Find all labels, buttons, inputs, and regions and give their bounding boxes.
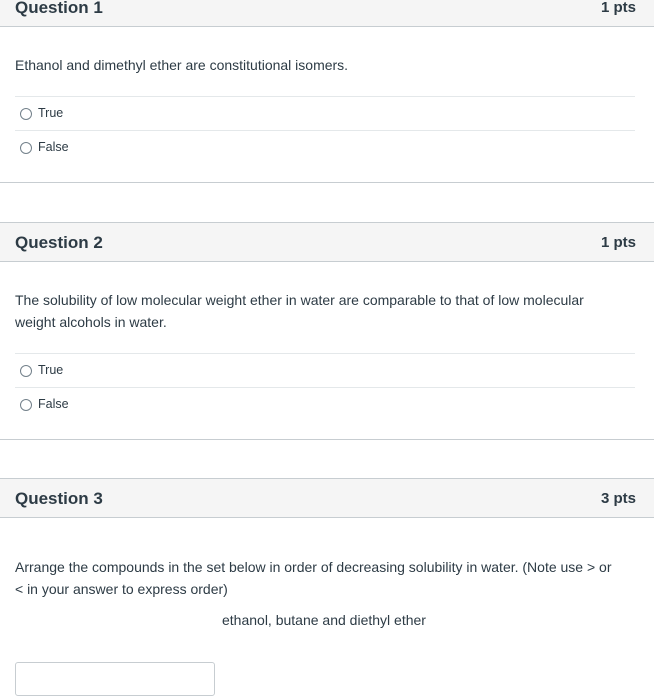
question-2-points: 1 pts [600, 234, 636, 251]
answer-label[interactable]: True [38, 363, 64, 377]
radio-button[interactable] [20, 365, 32, 377]
radio-button[interactable] [20, 142, 32, 154]
question-3-header [0, 478, 654, 518]
answer-label[interactable]: False [38, 140, 69, 154]
question-2-text: The solubility of low molecular weight ether in water are comparable to that of low molecular weight alcohols in water. [15, 292, 584, 330]
question-1-header [0, 0, 654, 27]
radio-button[interactable] [20, 399, 32, 411]
question-1-points: 1 pts [600, 0, 636, 16]
question-1-text: Ethanol and dimethyl ether are constitutional isomers. [15, 57, 349, 73]
answer-label[interactable]: True [38, 106, 64, 120]
question-1-bottom-divider [0, 182, 654, 183]
answer-label[interactable]: False [38, 397, 69, 411]
question-2-answer-true[interactable] [15, 353, 635, 387]
question-2-answer-false[interactable] [15, 387, 635, 421]
radio-button[interactable] [20, 108, 32, 120]
question-1-answer-false[interactable] [15, 130, 635, 164]
question-3-text: Arrange the compounds in the set below in order of decreasing solubility in water. (Note use > or < in your answer to express order) [15, 559, 612, 597]
question-3-answer-input[interactable] [15, 662, 215, 696]
question-3-points: 3 pts [600, 490, 636, 507]
question-1-answer-true[interactable] [15, 96, 635, 130]
question-2-bottom-divider [0, 439, 654, 440]
question-3-compounds: ethanol, butane and diethyl ether [222, 612, 426, 628]
question-2-title: Question 2 [15, 233, 103, 252]
question-2-header [0, 222, 654, 262]
question-3-title: Question 3 [15, 489, 103, 508]
question-1-title: Question 1 [15, 0, 103, 17]
